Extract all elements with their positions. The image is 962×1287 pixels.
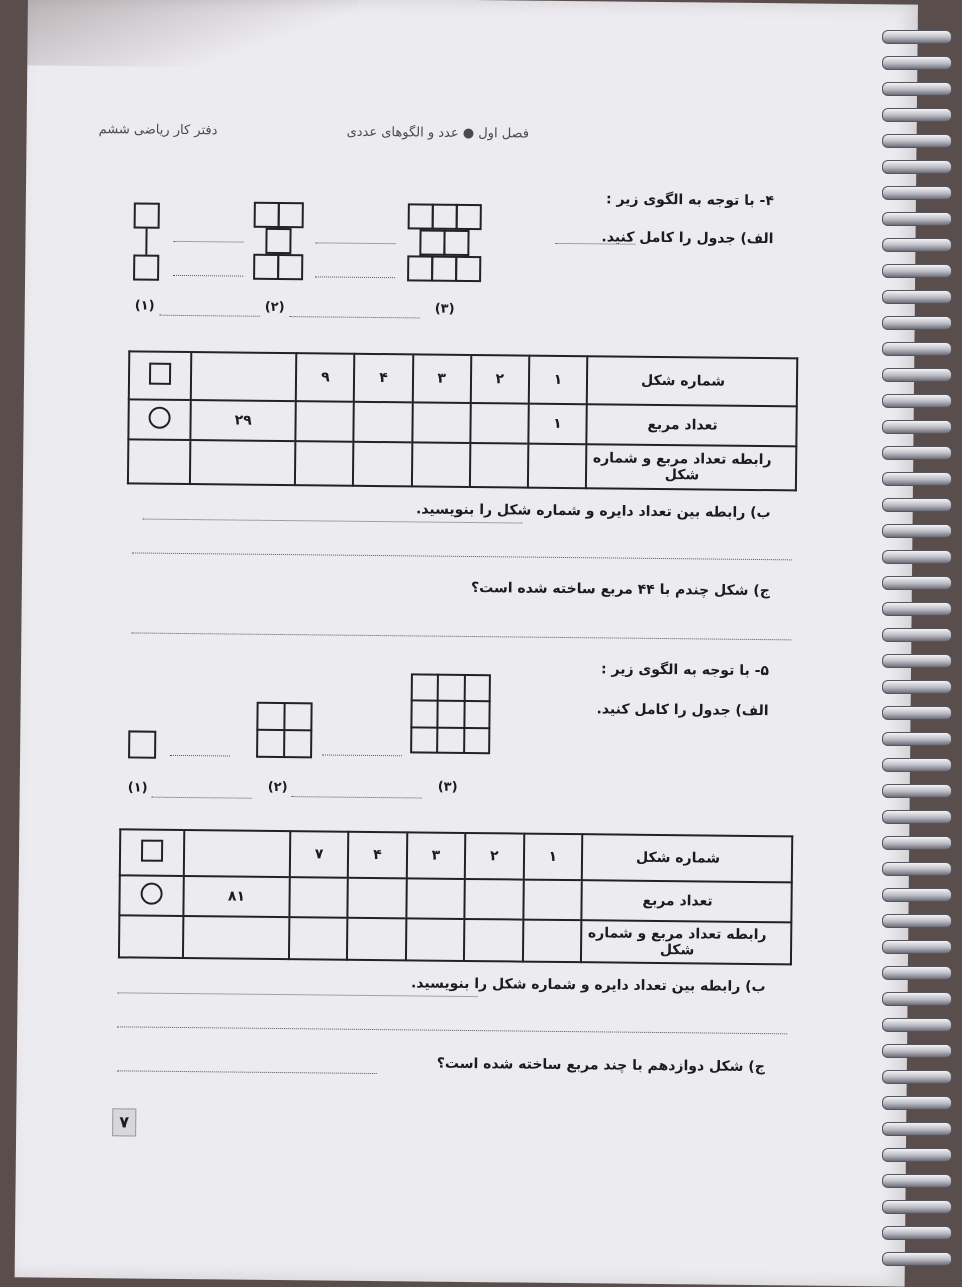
- spiral-coil: [882, 940, 952, 954]
- q4-fig1-bottom-square: [133, 254, 159, 280]
- spiral-coil: [882, 82, 952, 96]
- spiral-coil: [882, 1200, 952, 1214]
- dotted-line: [290, 316, 420, 318]
- q5-fig-num: ۳: [406, 832, 465, 879]
- q5-count-cell: [523, 880, 582, 921]
- spiral-coil: [882, 446, 952, 460]
- q4-part-a: الف) جدول را کامل کنید.: [601, 229, 774, 248]
- q4-table: [127, 350, 798, 491]
- q5-fig-num: ۱: [523, 834, 582, 881]
- dotted-line: [143, 519, 523, 524]
- q4-fig3-square: [443, 230, 469, 256]
- spiral-coil: [882, 1148, 952, 1162]
- q4-fig-num: ۴: [354, 354, 413, 403]
- spiral-coil: [882, 472, 952, 486]
- spiral-coil: [882, 316, 952, 330]
- spiral-coil: [882, 56, 952, 70]
- spiral-coil: [882, 524, 952, 538]
- spiral-coil: [882, 628, 952, 642]
- q5-fig-label-1: (۱): [127, 780, 148, 796]
- q4-count-cell: ۲۹: [190, 400, 296, 441]
- spiral-coil: [882, 160, 952, 174]
- q5-fig-num: ۲: [465, 833, 524, 880]
- spiral-coil: [882, 394, 952, 408]
- q4-fig2-square: [254, 202, 280, 228]
- spiral-coil: [882, 732, 952, 746]
- spiral-coil: [882, 1174, 952, 1188]
- q4-fig-num: ۳: [412, 354, 471, 403]
- q4-fig3-square: [419, 229, 445, 255]
- q4-fig1-connector: [145, 229, 147, 255]
- spiral-coil: [882, 758, 952, 772]
- spiral-coil: [882, 290, 952, 304]
- q4-relation-cell: [190, 440, 296, 485]
- q4-row-label-relation: رابطه تعداد مربع و شماره شکل: [586, 444, 796, 490]
- circle-symbol-icon: [119, 875, 183, 916]
- spiral-coil: [882, 810, 952, 824]
- q5-relation-cell: [289, 917, 348, 960]
- dotted-line: [173, 241, 243, 243]
- spiral-coil: [882, 1226, 952, 1240]
- q5-row-label-count: تعداد مربع: [581, 880, 791, 922]
- spiral-coil: [882, 784, 952, 798]
- q4-fig-label-3: (۳): [434, 301, 455, 317]
- dotted-line: [160, 315, 260, 317]
- spiral-coil: [882, 264, 952, 278]
- square-symbol-icon: [129, 351, 191, 400]
- spiral-coil: [882, 862, 952, 876]
- spiral-coil: [882, 992, 952, 1006]
- q4-count-cell: [296, 401, 355, 442]
- dotted-line: [132, 552, 792, 560]
- header-chapter-title: فصل اول ● عدد و الگوهای عددی: [346, 124, 530, 142]
- q5-relation-cell: [522, 920, 581, 963]
- q4-relation-cell: [411, 442, 470, 487]
- spiral-coil: [882, 1044, 952, 1058]
- spiral-coil: [882, 550, 952, 564]
- q5-part-b: ب) رابطه بین تعداد دایره و شماره شکل را بنویسید.: [410, 975, 766, 996]
- spiral-coil: [882, 914, 952, 928]
- spiral-coil: [882, 576, 952, 590]
- q5-count-cell: ۸۱: [183, 876, 289, 917]
- spiral-coil: [882, 342, 952, 356]
- corner-shadow: [27, 0, 358, 69]
- q4-relation-cell: [128, 439, 190, 484]
- q5-title: ۵- با توجه به الگوی زیر :: [601, 661, 770, 680]
- q4-fig-num: [191, 352, 297, 401]
- page-number: ۷: [112, 1108, 136, 1136]
- q5-fig-label-3: (۳): [437, 779, 458, 795]
- dotted-line: [118, 992, 478, 997]
- spiral-coil: [882, 238, 952, 252]
- q4-fig2-square: [253, 254, 279, 280]
- spiral-coil: [882, 706, 952, 720]
- q4-relation-cell: [528, 444, 587, 489]
- q4-part-b: ب) رابطه بین تعداد دایره و شماره شکل را بنویسید.: [415, 501, 771, 522]
- q5-relation-cell: [119, 915, 183, 958]
- q4-fig2-square: [265, 228, 291, 254]
- spiral-coil: [882, 966, 952, 980]
- q4-fig-label-1: (۱): [134, 298, 155, 314]
- q5-part-a: الف) جدول را کامل کنید.: [596, 701, 769, 720]
- q5-fig-num: ۴: [348, 832, 407, 879]
- square-symbol-icon: [120, 829, 184, 876]
- q5-relation-cell: [406, 918, 465, 961]
- q4-fig-label-2: (۲): [264, 299, 285, 316]
- q5-relation-cell: [183, 916, 289, 959]
- dotted-line: [131, 632, 791, 640]
- q4-relation-cell: [470, 443, 529, 488]
- q4-count-cell: [412, 402, 471, 443]
- q5-relation-cell: [347, 918, 406, 961]
- dotted-line: [555, 243, 635, 245]
- q4-fig3-square: [408, 203, 434, 229]
- q5-row-label-figure: شماره شکل: [582, 834, 792, 882]
- q4-fig2-square: [277, 254, 303, 280]
- dotted-line: [173, 275, 243, 277]
- spiral-coil: [882, 1122, 952, 1136]
- dotted-line: [315, 276, 395, 278]
- q4-count-cell: [470, 403, 529, 444]
- q4-part-c: ج) شکل چندم با ۴۴ مربع ساخته شده است؟: [470, 580, 770, 600]
- q5-count-cell: [406, 878, 465, 919]
- q4-fig3-square: [456, 204, 482, 230]
- q4-row-label-figure: شماره شکل: [587, 356, 797, 406]
- dotted-line: [170, 755, 230, 757]
- q4-count-cell: [354, 402, 413, 443]
- q5-row-label-relation: رابطه تعداد مربع و شماره شکل: [581, 920, 791, 964]
- dotted-line: [117, 1026, 787, 1034]
- q5-part-c: ج) شکل دوازدهم با چند مربع ساخته شده است؟: [436, 1055, 765, 1076]
- q4-count-cell: ۱: [528, 404, 587, 445]
- spiral-coil: [882, 602, 952, 616]
- q5-fig1-square: [128, 730, 156, 758]
- spiral-coil: [882, 1070, 952, 1084]
- spiral-coil: [882, 186, 952, 200]
- q5-count-cell: [465, 879, 524, 920]
- dotted-line: [152, 797, 252, 799]
- q4-fig1-top-square: [134, 202, 160, 228]
- circle-symbol-icon: [128, 399, 190, 440]
- q4-fig3-square: [431, 256, 457, 282]
- spiral-coil: [882, 108, 952, 122]
- workbook-page: [15, 0, 918, 1287]
- q4-fig3-square: [407, 255, 433, 281]
- q5-fig-label-2: (۲): [267, 779, 288, 796]
- q4-fig2-square: [278, 202, 304, 228]
- spiral-binding: [882, 20, 952, 1282]
- q5-table: [118, 828, 793, 965]
- spiral-coil: [882, 212, 952, 226]
- q5-count-cell: [289, 877, 348, 918]
- header-book-title: دفتر کار ریاضی ششم: [98, 122, 218, 139]
- spiral-coil: [882, 680, 952, 694]
- spiral-coil: [882, 420, 952, 434]
- q4-row-label-count: تعداد مربع: [586, 404, 796, 446]
- q4-fig-num: ۲: [470, 355, 529, 404]
- q4-fig-num: ۹: [296, 353, 355, 402]
- q5-fig-num: [184, 830, 290, 877]
- spiral-coil: [882, 888, 952, 902]
- spiral-coil: [882, 134, 952, 148]
- q5-count-cell: [348, 878, 407, 919]
- spiral-coil: [882, 654, 952, 668]
- q5-fig-num: ۷: [290, 831, 349, 878]
- dotted-line: [315, 242, 395, 244]
- q4-title: ۴- با توجه به الگوی زیر :: [605, 191, 774, 210]
- q4-fig3-square: [455, 256, 481, 282]
- q4-fig3-square: [432, 204, 458, 230]
- spiral-coil: [882, 1096, 952, 1110]
- q4-relation-cell: [295, 441, 354, 486]
- q5-relation-cell: [464, 919, 523, 962]
- spiral-coil: [882, 30, 952, 44]
- spiral-coil: [882, 1252, 952, 1266]
- q4-relation-cell: [353, 442, 412, 487]
- spiral-coil: [882, 368, 952, 382]
- dotted-line: [292, 796, 422, 798]
- q5-fig3-grid: [410, 673, 491, 754]
- q4-fig-num: ۱: [529, 356, 588, 405]
- spiral-coil: [882, 498, 952, 512]
- dotted-line: [117, 1070, 377, 1074]
- spiral-coil: [882, 836, 952, 850]
- dotted-line: [322, 754, 402, 756]
- spiral-coil: [882, 1018, 952, 1032]
